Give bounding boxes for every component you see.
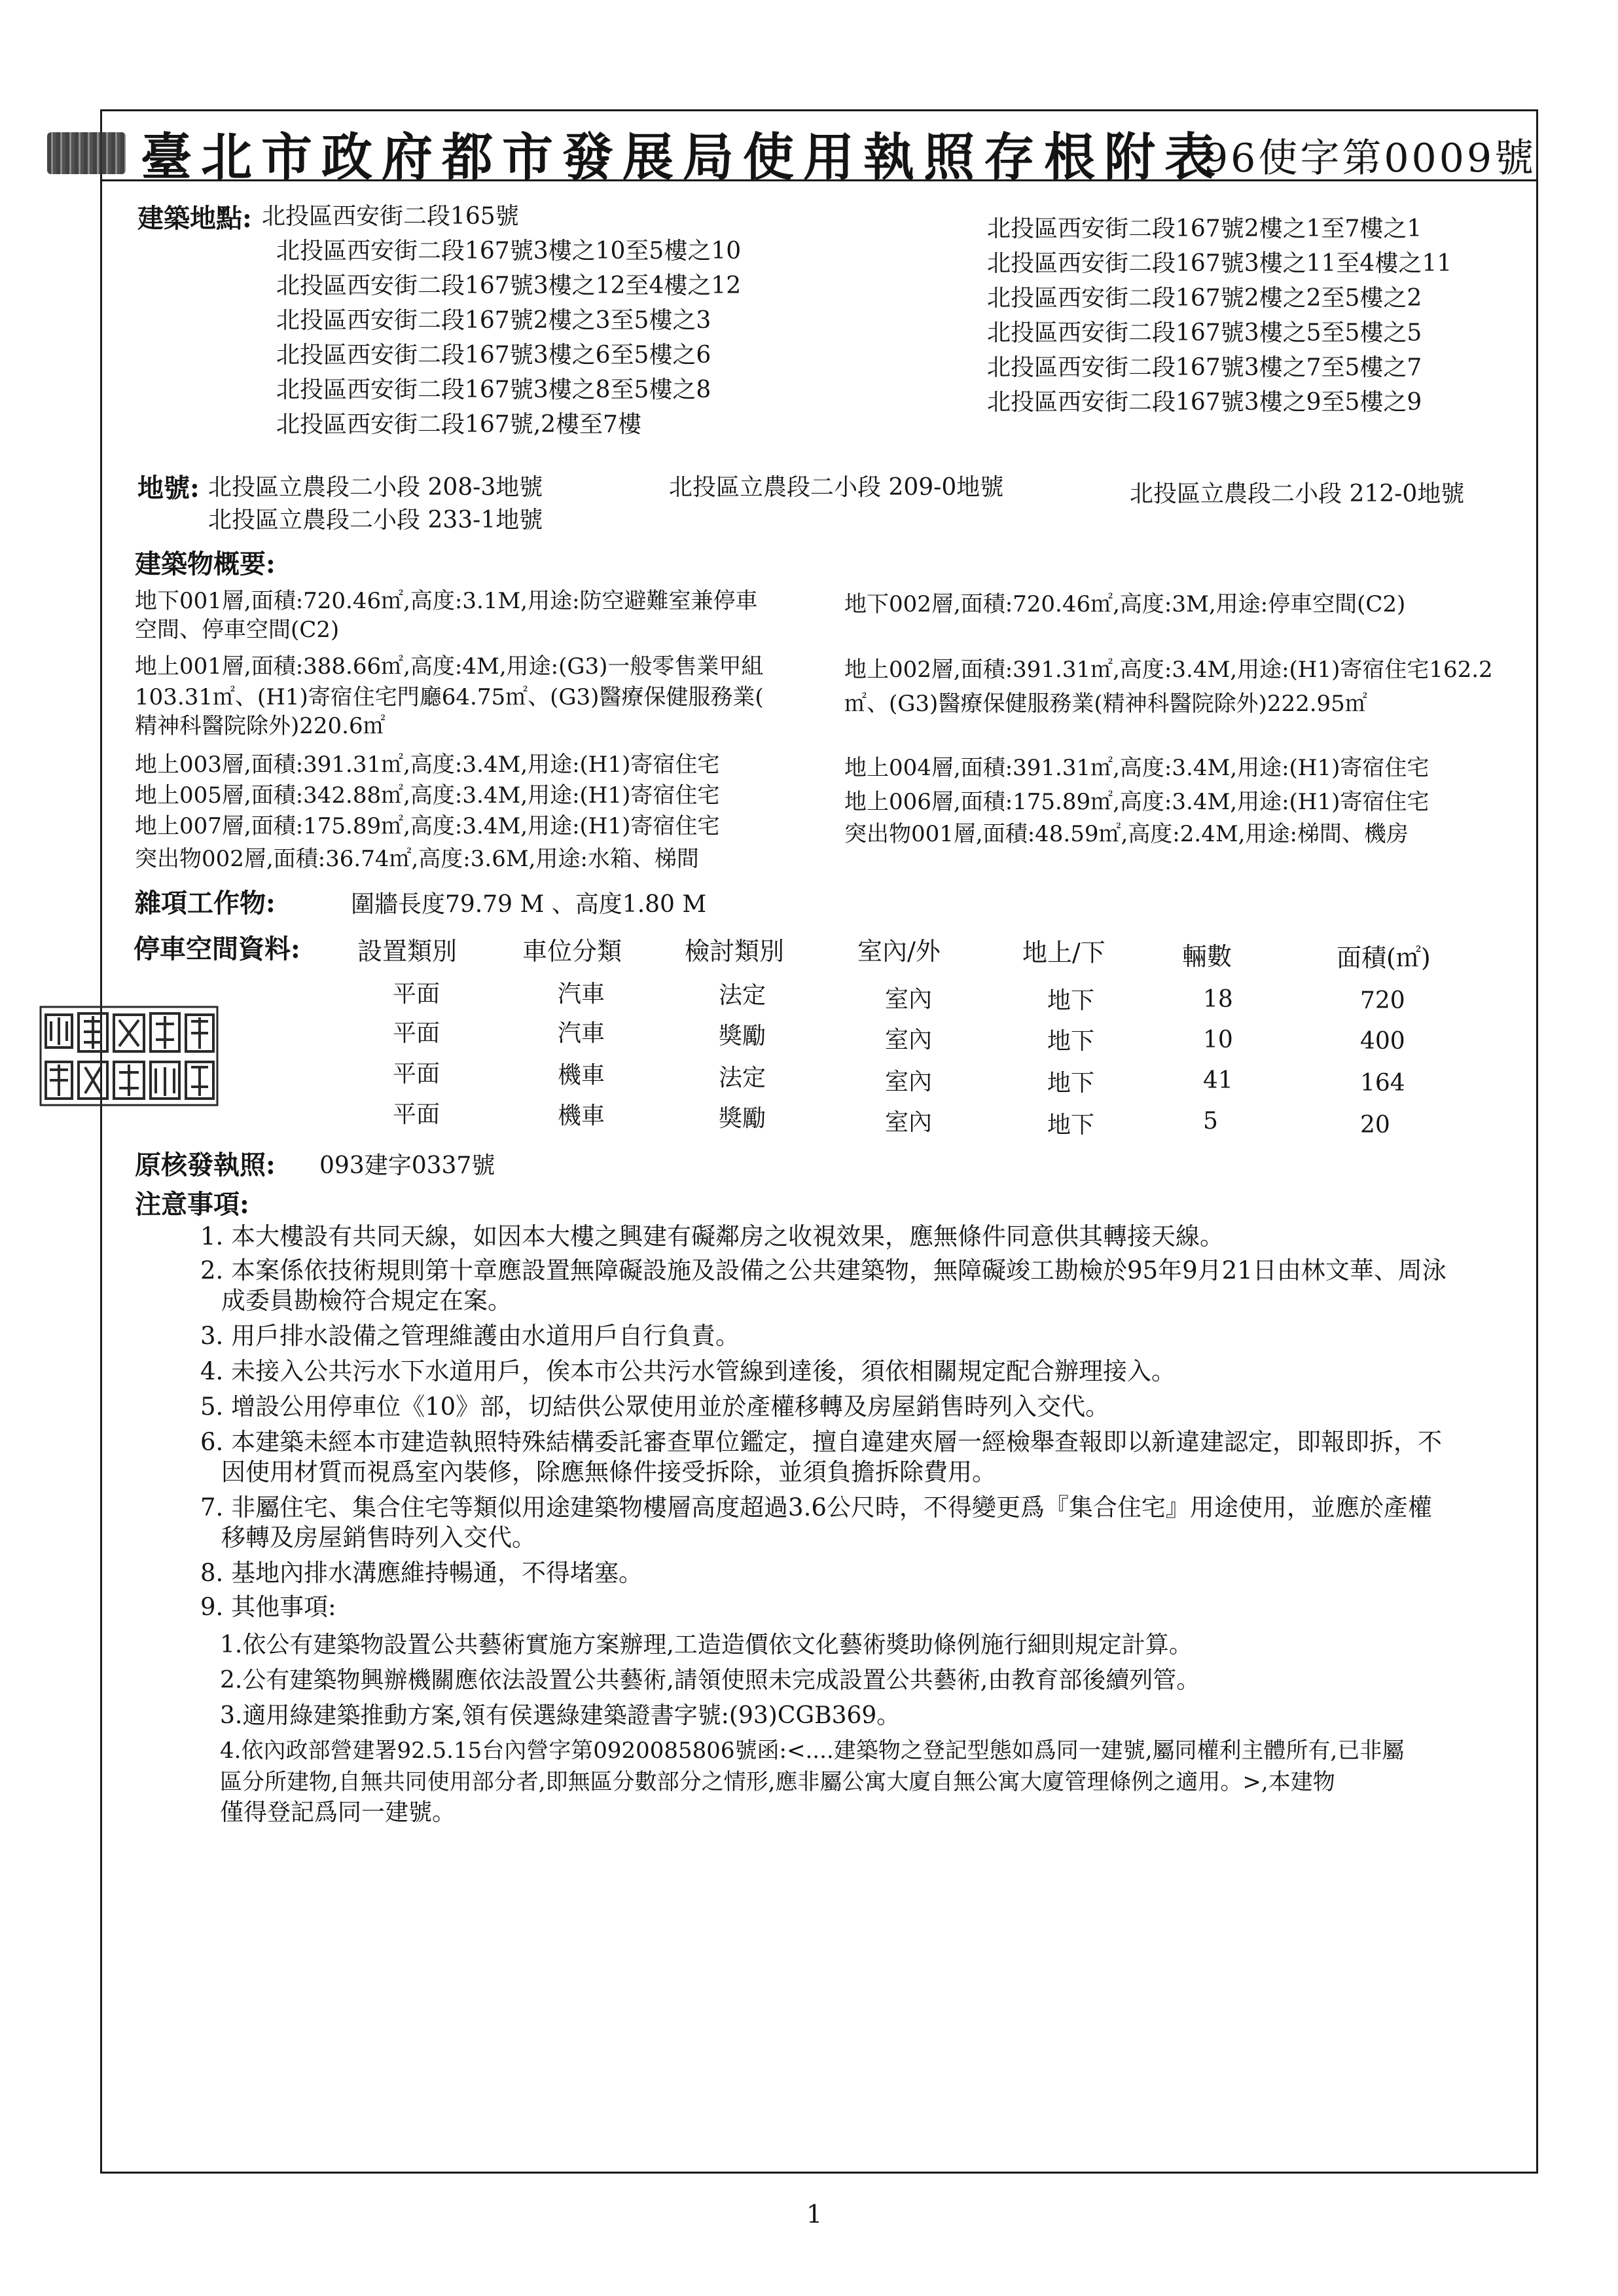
note-sub-line: 1.依公有建築物設置公共藝術實施方案辦理,工造造價依文化藝術獎助條例施行細則規定計算。 xyxy=(220,1631,1193,1658)
parking-cell: 10 xyxy=(1203,1027,1233,1053)
overview-line: 地上003層,面積:391.31㎡,高度:3.4M,用途:(H1)寄宿住宅 xyxy=(135,752,720,778)
parking-cell: 400 xyxy=(1360,1028,1405,1055)
parking-cell: 18 xyxy=(1203,986,1233,1013)
parking-cell: 5 xyxy=(1203,1108,1218,1135)
overview-line: 突出物002層,面積:36.74㎡,高度:3.6M,用途:水箱、梯間 xyxy=(135,846,699,872)
note-line: 5. 增設公用停車位《10》部，切結供公眾使用並於產權移轉及房屋銷售時列入交代。 xyxy=(200,1393,1110,1421)
overview-line: 地上006層,面積:175.89㎡,高度:3.4M,用途:(H1)寄宿住宅 xyxy=(844,789,1429,815)
note-line: 1. 本大樓設有共同天線，如因本大樓之興建有礙鄰房之收視效果，應無條件同意供其轉接天線。 xyxy=(200,1222,1225,1250)
overview-line: 地下002層,面積:720.46㎡,高度:3M,用途:停車空間(C2) xyxy=(844,591,1406,617)
address-right-3: 北投區西安街二段167號2樓之2至5樓之2 xyxy=(987,285,1422,312)
page-number: 1 xyxy=(806,2200,823,2229)
parking-header-level: 地上/下 xyxy=(1022,938,1106,967)
parking-cell: 地下 xyxy=(1047,987,1095,1014)
lots-label: 地號: xyxy=(137,473,200,503)
document-title: 臺北市政府都市發展局使用執照存根附表 xyxy=(141,128,1225,187)
note-line: 9. 其他事項: xyxy=(200,1593,336,1621)
note-line: 7. 非屬住宅、集合住宅等類似用途建築物樓層高度超過3.6公尺時，不得變更爲『集合住宅』用途使用，並應於產權 xyxy=(200,1493,1432,1522)
parking-cell: 720 xyxy=(1360,987,1405,1014)
parking-cell: 機車 xyxy=(558,1062,605,1089)
parking-header-vehicle: 車位分類 xyxy=(522,937,622,966)
note-line: 因使用材質而視爲室內裝修，除應無條件接受拆除，並須負擔拆除費用。 xyxy=(221,1458,996,1486)
misc-value: 圍牆長度79.79 M 、高度1.80 M xyxy=(351,891,707,918)
lot-4: 北投區立農段二小段 233-1地號 xyxy=(208,507,543,534)
official-seal-stamp xyxy=(26,1002,223,1113)
overview-line: 地下001層,面積:720.46㎡,高度:3.1M,用途:防空避難室兼停車 xyxy=(135,588,758,614)
overview-line: 突出物001層,面積:48.59㎡,高度:2.4M,用途:梯間、機房 xyxy=(844,821,1409,847)
parking-cell: 地下 xyxy=(1047,1112,1095,1139)
parking-label: 停車空間資料: xyxy=(134,934,300,964)
note-sub-line: 2.公有建築物興辦機關應依法設置公共藝術,請領使照未完成設置公共藝術,由教育部後續列管。 xyxy=(220,1667,1200,1694)
parking-cell: 地下 xyxy=(1047,1028,1095,1055)
parking-header-count: 輛數 xyxy=(1182,942,1232,971)
parking-header-area: 面積(㎡) xyxy=(1337,943,1431,972)
address-left-1: 北投區西安街二段165號 xyxy=(262,203,519,230)
lot-1: 北投區立農段二小段 208-3地號 xyxy=(208,474,543,501)
original-permit-value: 093建字0337號 xyxy=(319,1152,495,1179)
parking-cell: 汽車 xyxy=(558,981,605,1008)
note-sub-line: 區分所建物,自無共同使用部分者,即無區分數部分之情形,應非屬公寓大廈自無公寓大廈管理條例之適用。>,本建物 xyxy=(220,1769,1335,1795)
note-line: 6. 本建築未經本市建造執照特殊結構委託審查單位鑑定，擅自違建夾層一經檢舉查報即以新違建認定，即報即拆，不 xyxy=(200,1428,1443,1456)
overview-line: 地上007層,面積:175.89㎡,高度:3.4M,用途:(H1)寄宿住宅 xyxy=(135,813,720,839)
original-permit-label: 原核發執照: xyxy=(135,1150,276,1180)
parking-cell: 164 xyxy=(1360,1070,1405,1097)
parking-cell: 20 xyxy=(1360,1112,1390,1139)
lot-2: 北投區立農段二小段 209-0地號 xyxy=(669,474,1004,501)
overview-label: 建築物概要: xyxy=(135,549,276,579)
parking-cell: 平面 xyxy=(393,1020,440,1047)
permit-number: 96使字第0009號 xyxy=(1203,136,1537,181)
parking-cell: 室內 xyxy=(885,1068,933,1095)
scan-smudge xyxy=(47,132,126,174)
overview-line: 精神科醫院除外)220.6㎡ xyxy=(135,713,386,739)
address-right-5: 北投區西安街二段167號3樓之7至5樓之7 xyxy=(987,354,1422,381)
note-line: 移轉及房屋銷售時列入交代。 xyxy=(221,1523,536,1552)
parking-cell: 室內 xyxy=(885,1109,933,1136)
note-line: 成委員勘檢符合規定在案。 xyxy=(221,1286,512,1315)
parking-header-type: 設置類別 xyxy=(357,937,458,966)
parking-cell: 室內 xyxy=(885,1027,933,1053)
parking-cell: 41 xyxy=(1203,1067,1233,1094)
address-right-4: 北投區西安街二段167號3樓之5至5樓之5 xyxy=(987,319,1422,346)
note-sub-line: 4.依內政部營建署92.5.15台內營字第0920085806號函:<....建築物之登記型態如爲同一建號,屬同權利主體所有,已非屬 xyxy=(220,1738,1405,1764)
overview-line: 地上001層,面積:388.66㎡,高度:4M,用途:(G3)一般零售業甲組 xyxy=(135,653,764,680)
overview-line: 103.31㎡、(H1)寄宿住宅門廳64.75㎡、(G3)醫療保健服務業( xyxy=(135,684,764,710)
overview-line: 空間、停車空間(C2) xyxy=(135,617,340,643)
address-left-4: 北投區西安街二段167號2樓之3至5樓之3 xyxy=(276,307,711,334)
note-line: 2. 本案係依技術規則第十章應設置無障礙設施及設備之公共建築物，無障礙竣工勘檢於95年9月21日由林文華、周泳 xyxy=(200,1256,1447,1285)
note-line: 8. 基地內排水溝應維持暢通，不得堵塞。 xyxy=(200,1559,643,1587)
parking-cell: 獎勵 xyxy=(719,1105,766,1132)
parking-header-indoor: 室內/外 xyxy=(857,937,941,966)
parking-cell: 法定 xyxy=(719,1065,766,1091)
overview-line: ㎡、(G3)醫療保健服務業(精神科醫院除外)222.95㎡ xyxy=(844,691,1367,717)
address-right-1: 北投區西安街二段167號2樓之1至7樓之1 xyxy=(987,215,1422,242)
address-left-6: 北投區西安街二段167號3樓之8至5樓之8 xyxy=(276,376,711,403)
address-label: 建築地點: xyxy=(137,203,252,234)
overview-line: 地上002層,面積:391.31㎡,高度:3.4M,用途:(H1)寄宿住宅162.2 xyxy=(844,657,1493,683)
address-left-3: 北投區西安街二段167號3樓之12至4樓之12 xyxy=(276,272,742,299)
parking-cell: 汽車 xyxy=(558,1020,605,1047)
parking-cell: 獎勵 xyxy=(719,1023,766,1049)
lot-3: 北投區立農段二小段 212-0地號 xyxy=(1130,481,1465,507)
parking-cell: 地下 xyxy=(1047,1070,1095,1097)
note-sub-line: 3.適用綠建築推動方案,領有侯選綠建築證書字號:(93)CGB369。 xyxy=(220,1702,901,1729)
parking-cell: 平面 xyxy=(393,1101,440,1128)
address-right-6: 北投區西安街二段167號3樓之9至5樓之9 xyxy=(987,389,1422,416)
parking-cell: 平面 xyxy=(393,981,440,1008)
parking-cell: 平面 xyxy=(393,1061,440,1087)
note-sub-line: 僅得登記爲同一建號。 xyxy=(220,1799,456,1826)
parking-header-review: 檢討類別 xyxy=(685,937,785,966)
overview-line: 地上004層,面積:391.31㎡,高度:3.4M,用途:(H1)寄宿住宅 xyxy=(844,755,1429,781)
parking-cell: 機車 xyxy=(558,1102,605,1129)
note-line: 4. 未接入公共污水下水道用戶，俟本市公共污水管線到達後，須依相關規定配合辦理接入。 xyxy=(200,1357,1176,1385)
address-left-5: 北投區西安街二段167號3樓之6至5樓之6 xyxy=(276,342,711,369)
address-left-2: 北投區西安街二段167號3樓之10至5樓之10 xyxy=(276,238,742,264)
parking-cell: 法定 xyxy=(719,982,766,1009)
overview-line: 地上005層,面積:342.88㎡,高度:3.4M,用途:(H1)寄宿住宅 xyxy=(135,782,720,809)
misc-label: 雜項工作物: xyxy=(135,888,276,919)
notes-label: 注意事項: xyxy=(135,1189,249,1220)
note-line: 3. 用戶排水設備之管理維護由水道用戶自行負責。 xyxy=(200,1322,740,1350)
address-left-7: 北投區西安街二段167號,2樓至7樓 xyxy=(276,411,641,438)
address-right-2: 北投區西安街二段167號3樓之11至4樓之11 xyxy=(987,250,1452,277)
parking-cell: 室內 xyxy=(885,986,933,1013)
